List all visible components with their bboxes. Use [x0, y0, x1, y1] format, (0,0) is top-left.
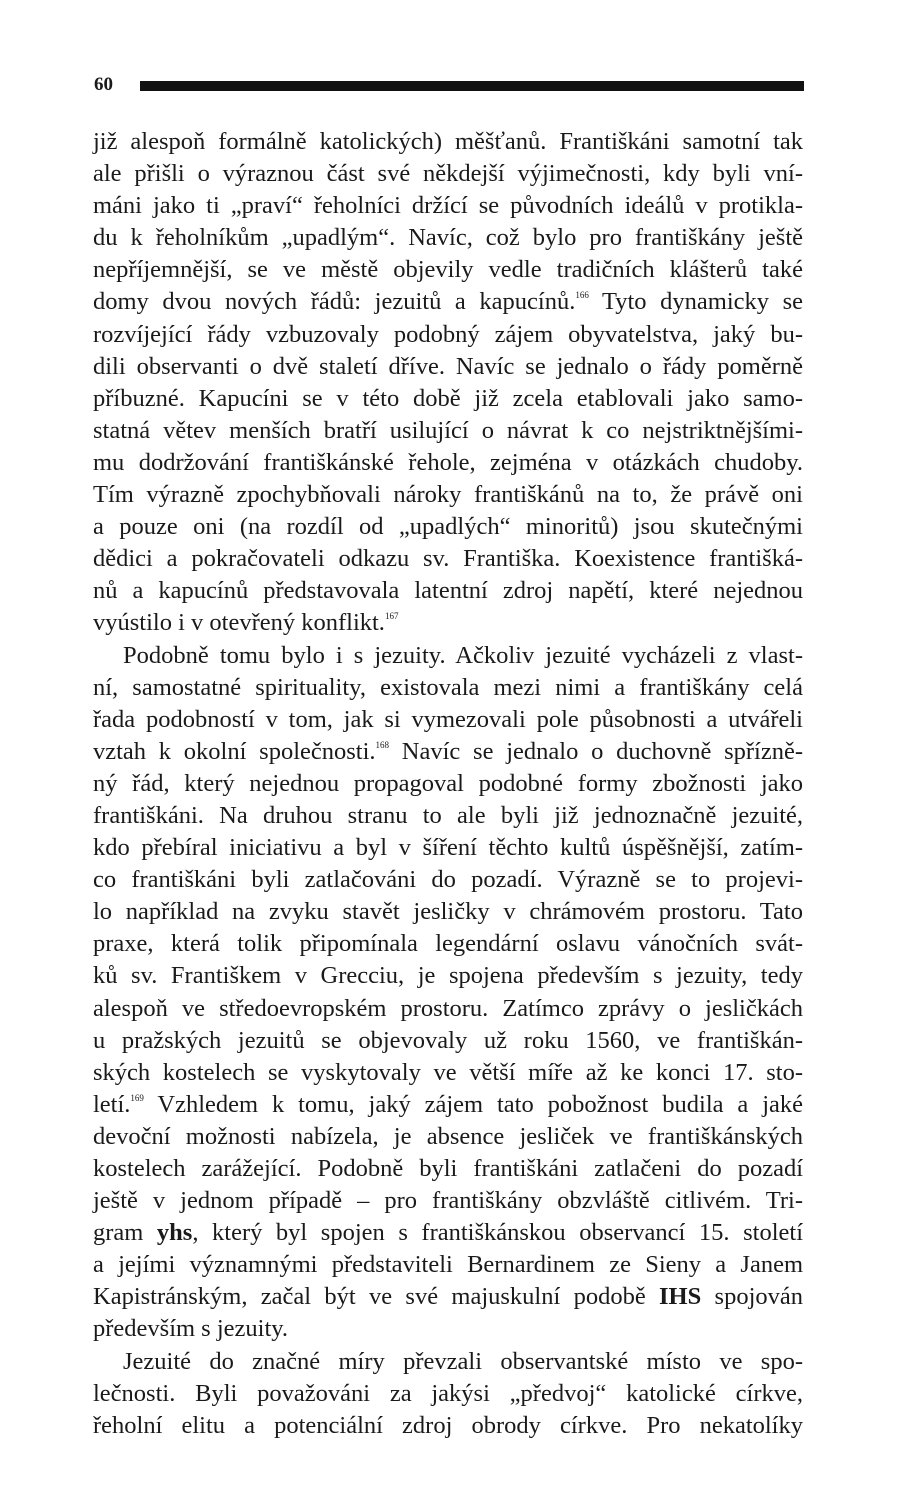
text-run: nů a kapucínů představovala latentní zdroj napětí, které nejednou	[93, 577, 803, 605]
text-line	[93, 1313, 803, 1345]
text-line	[93, 383, 803, 415]
text-run: alespoň ve středoevropském prostoru. Zatímco zprávy o jesličkách	[93, 994, 803, 1022]
text-line	[93, 1281, 803, 1313]
paragraph	[93, 126, 803, 640]
text-line	[93, 672, 803, 704]
header-rule	[140, 81, 804, 91]
text-line	[93, 1121, 803, 1153]
text-line	[93, 254, 803, 286]
text-run: řada podobností v tom, jak si vymezovali pole působnosti a utvářeli	[93, 705, 803, 733]
footnote-marker[interactable]: 166	[575, 290, 589, 301]
text-line	[93, 993, 803, 1025]
text-line	[93, 640, 803, 672]
text-run: kdo přebíral iniciativu a byl v šíření těchto kultů úspěšnější, zatím-	[93, 834, 803, 862]
text-run: ale přišli o výraznou část své někdejší výjimečnosti, kdy byli vní-	[93, 160, 803, 188]
text-line	[93, 1153, 803, 1185]
text-run: domy dvou nových řádů: jezuitů a kapucínů.	[93, 288, 576, 316]
text-run: vztah k okolní společnosti.	[93, 737, 376, 765]
text-line	[93, 960, 803, 992]
text-line	[93, 222, 803, 254]
text-line	[93, 1089, 803, 1121]
text-run: františkáni. Na druhou stranu to ale byli již jednoznačně jezuité,	[93, 801, 803, 829]
text-run: Vzhledem k tomu, jaký zájem tato pobožnost budila a jaké	[143, 1090, 803, 1118]
text-run: Kapistránským, začal být ve své majuskulní podobě	[93, 1283, 660, 1311]
text-line	[93, 607, 803, 639]
text-run: řeholní elitu a potenciální zdroj obrody církve. Pro nekatolíky	[93, 1411, 803, 1439]
text-line	[93, 704, 803, 736]
text-run: a pouze oni (na rozdíl od „upadlých“ minoritů) jsou skutečnými	[93, 513, 803, 541]
text-line	[93, 190, 803, 222]
footnote-marker[interactable]: 169	[130, 1092, 144, 1103]
text-run: dili observanti o dvě staletí dříve. Navíc se jednalo o řády poměrně	[93, 352, 803, 380]
bold-term: IHS	[659, 1283, 702, 1311]
text-line	[93, 768, 803, 800]
text-line	[93, 736, 803, 768]
text-run: kostelech zarážející. Podobně byli františkáni zatlačeni do pozadí	[93, 1155, 803, 1182]
text-run: gram	[93, 1219, 157, 1247]
text-line	[93, 1410, 803, 1442]
text-line	[93, 1185, 803, 1217]
text-run: spojován	[701, 1283, 804, 1311]
text-run: již alespoň formálně katolických) měšťanů. Františkáni samotní tak	[93, 128, 803, 155]
text-line	[93, 832, 803, 864]
text-line	[93, 447, 803, 479]
text-run: a jejími významnými představiteli Bernardinem ze Sieny a Janem	[93, 1251, 803, 1279]
text-line	[93, 351, 803, 383]
text-run: nepříjemnější, se ve městě objevily vedle tradičních klášterů také	[93, 256, 803, 284]
text-run: co františkáni byli zatlačováni do pozadí. Výrazně se to projevi-	[93, 866, 803, 894]
text-run: devoční možnosti nabízela, je absence jesliček ve františkánských	[93, 1122, 803, 1150]
text-run: letí.	[93, 1090, 131, 1118]
text-run: rozvíjející řády vzbuzovaly podobný zájem obyvatelstva, jaký bu-	[93, 320, 803, 348]
text-run: ještě v jednom případě – pro františkány obzvláště citlivém. Tri-	[93, 1187, 803, 1215]
text-line	[93, 126, 803, 158]
text-run: Tím výrazně zpochybňovali nároky františkánů na to, že právě oni	[93, 481, 803, 509]
text-line	[93, 896, 803, 928]
text-run: příbuzné. Kapucíni se v této době již zcela etablovali jako samo-	[93, 384, 803, 412]
text-line	[93, 1025, 803, 1057]
text-run: především s jezuity.	[93, 1315, 289, 1343]
text-run: mu dodržování františkánské řehole, zejména v otázkách chudoby.	[93, 448, 803, 476]
text-line	[93, 864, 803, 896]
text-line	[93, 158, 803, 190]
footnote-marker[interactable]: 167	[384, 611, 399, 622]
text-line	[93, 1057, 803, 1089]
paragraph	[93, 640, 803, 1346]
text-run: ských kostelech se vyskytovaly ve větší míře až ke konci 17. sto-	[93, 1058, 803, 1086]
text-run: statná větev menších bratří usilující o návrat k co nejstriktnějšími-	[93, 416, 803, 444]
text-run: Navíc se jednalo o duchovně spřízně-	[389, 737, 803, 765]
text-run: dědici a pokračovateli odkazu sv. Františka. Koexistence františká-	[93, 545, 803, 573]
text-run: du k řeholníkům „upadlým“. Navíc, což bylo pro františkány ještě	[93, 224, 803, 252]
text-run: u pražských jezuitů se objevovaly už roku 1560, ve františkán-	[93, 1026, 803, 1054]
text-run: , který byl spojen s františkánskou observancí 15. století	[192, 1219, 803, 1247]
text-run: ků sv. Františkem v Grecciu, je spojena především s jezuity, tedy	[93, 962, 803, 990]
text-run: máni jako ti „praví“ řeholníci držící se původních ideálů v protikla-	[93, 192, 803, 220]
paragraph	[93, 1346, 803, 1442]
text-line	[93, 319, 803, 351]
text-line	[93, 928, 803, 960]
text-line	[93, 1217, 803, 1249]
text-run: lo například na zvyku stavět jesličky v chrámovém prostoru. Tato	[93, 898, 803, 926]
text-run: ní, samostatné spirituality, existovala mezi nimi a františkány celá	[93, 673, 803, 701]
text-run: lečnosti. Byli považováni za jakýsi „předvoj“ katolické církve,	[93, 1379, 803, 1407]
text-run: ný řád, který nejednou propagoval podobné formy zbožnosti jako	[93, 769, 803, 797]
text-line	[93, 1346, 803, 1378]
text-line	[93, 479, 803, 511]
text-line	[93, 800, 803, 832]
text-run: vyústilo i v otevřený konflikt.	[93, 609, 385, 637]
text-line	[93, 415, 803, 447]
text-line	[93, 286, 803, 318]
text-run: Jezuité do značné míry převzali observantské místo ve spo-	[123, 1347, 803, 1375]
text-run: praxe, která tolik připomínala legendární oslavu vánočních svát-	[93, 930, 803, 958]
text-line	[93, 575, 803, 607]
page-number: 60	[94, 74, 113, 95]
text-line	[93, 511, 803, 543]
text-line	[93, 543, 803, 575]
text-run: Tyto dynamicky se	[588, 288, 804, 316]
text-line	[93, 1249, 803, 1281]
bold-term: yhs	[156, 1219, 193, 1247]
body-text	[93, 126, 803, 1442]
text-line	[93, 1378, 803, 1410]
text-run: Podobně tomu bylo i s jezuity. Ačkoliv jezuité vycházeli z vlast-	[123, 641, 803, 669]
footnote-marker[interactable]: 168	[375, 739, 390, 750]
